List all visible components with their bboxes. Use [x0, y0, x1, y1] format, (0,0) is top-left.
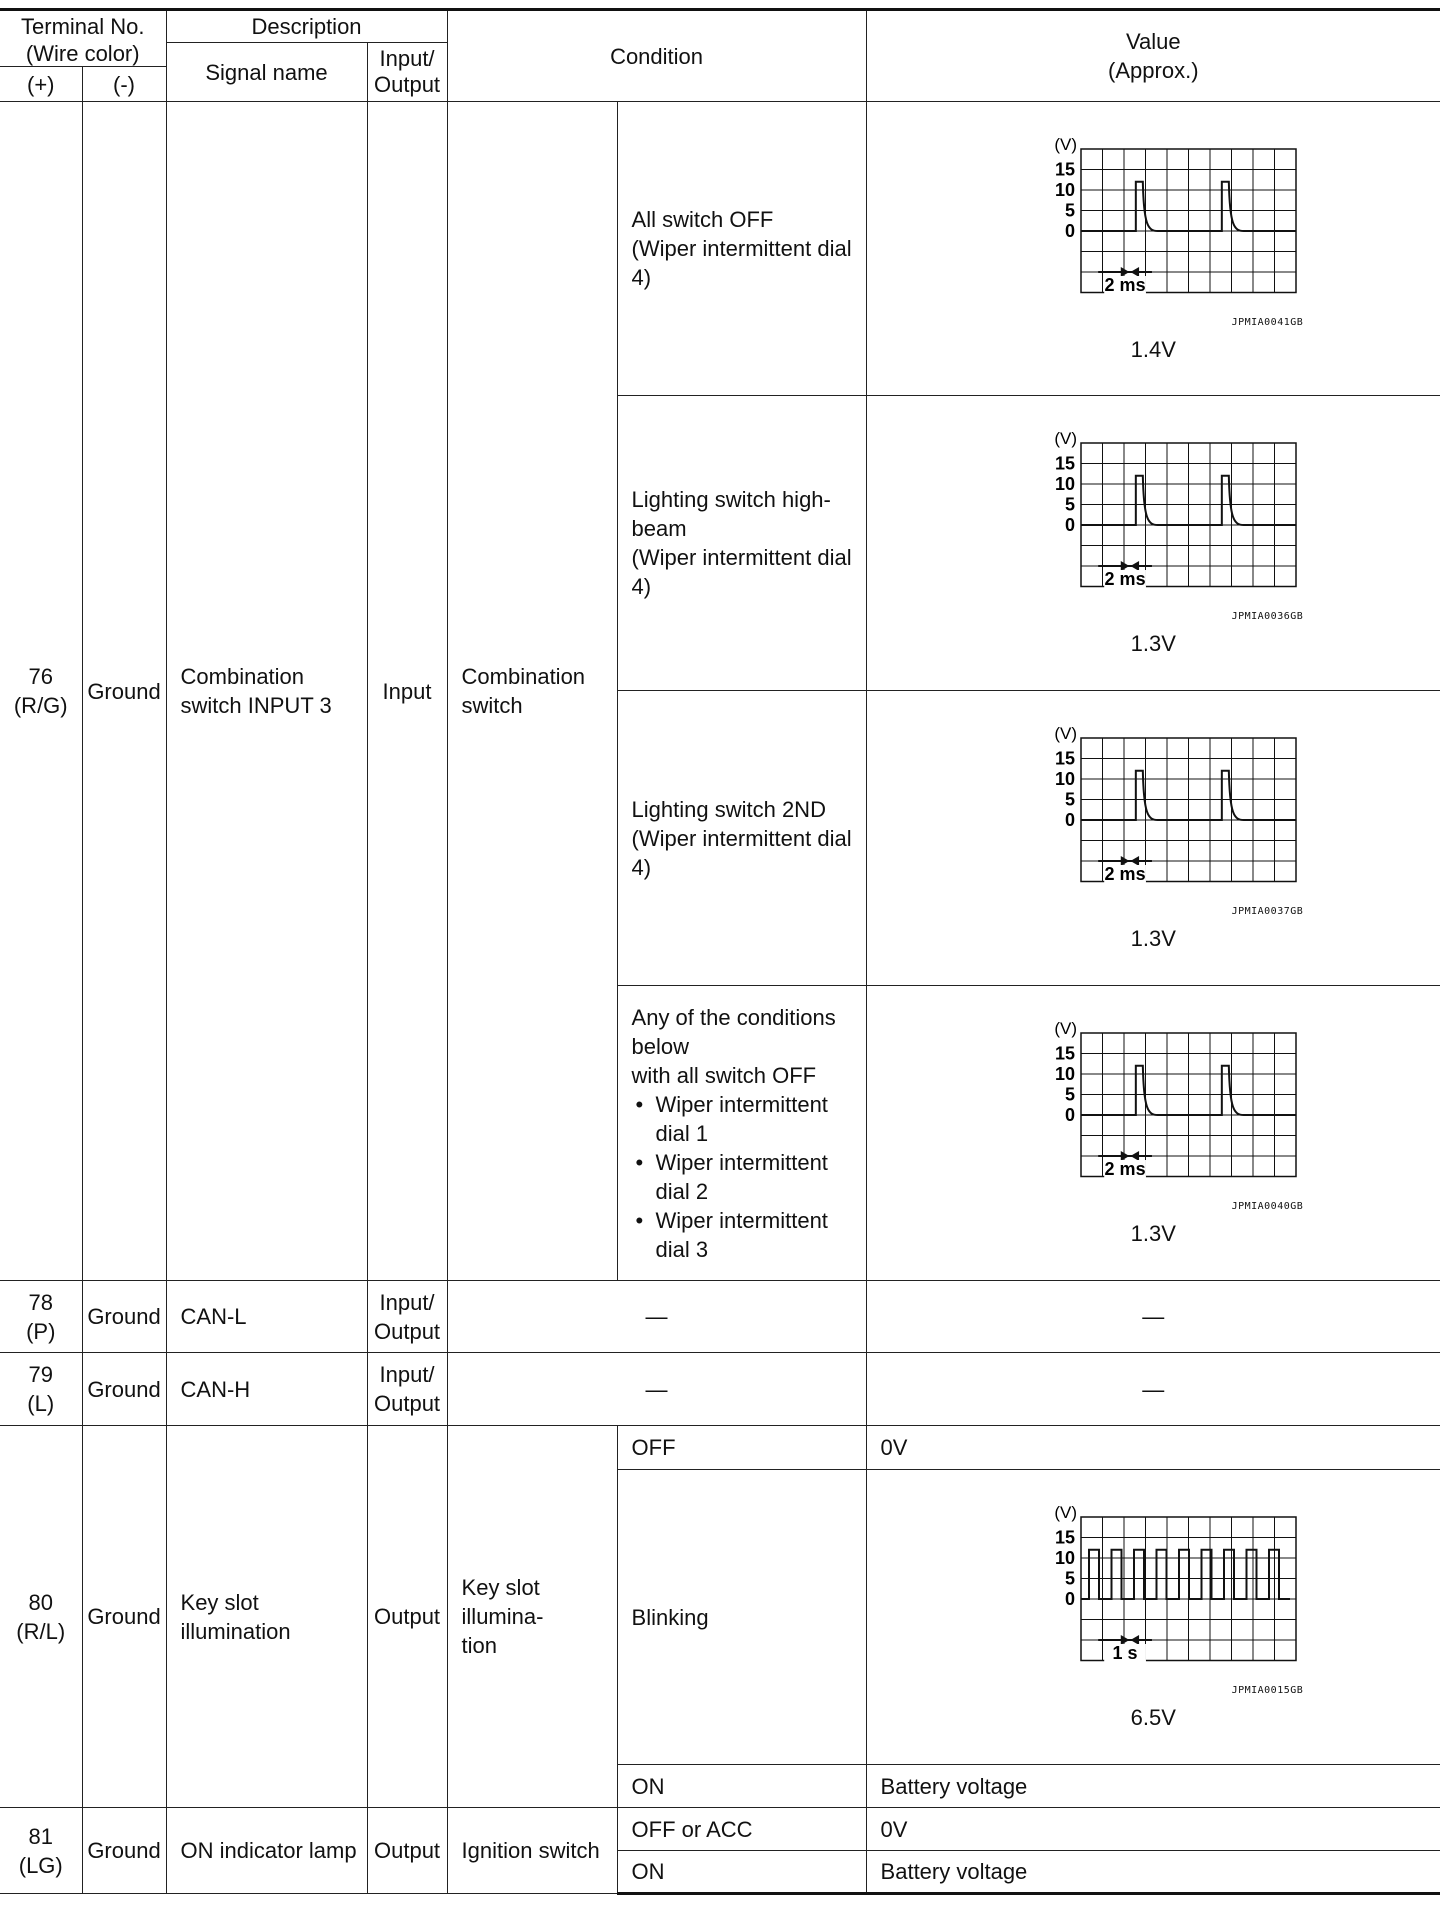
- signal-name-cell: CAN-L: [166, 1281, 367, 1353]
- condition-cell: [617, 396, 866, 691]
- axis-tick-label: 5: [1065, 1084, 1076, 1105]
- terminal-no-header: [0, 10, 166, 43]
- axis-unit-label: (V): [1054, 429, 1078, 448]
- axis-tick-label: 10: [1055, 1548, 1076, 1568]
- value-text: 1.3V: [1130, 1221, 1176, 1246]
- condition-header: Condition: [447, 10, 866, 102]
- value-cell: Battery voltage: [866, 1851, 1440, 1894]
- value-cell: —: [866, 1353, 1440, 1426]
- ground-cell: Ground: [82, 1808, 166, 1894]
- condition-cell: Blinking: [617, 1470, 866, 1765]
- value-cell: [866, 102, 1440, 396]
- figure-id: JPMIA0041GB: [1231, 316, 1304, 328]
- waveform-figure: [1003, 1497, 1303, 1737]
- condition-cell: ON: [617, 1765, 866, 1808]
- io-cell: Output: [367, 1426, 447, 1808]
- condition-cell: OFF: [617, 1426, 866, 1470]
- bullet-item: • Wiper intermittent dial 2: [632, 1148, 866, 1206]
- minus-header: (-): [82, 67, 166, 102]
- axis-tick-label: 5: [1065, 1568, 1076, 1589]
- axis-tick-label: 0: [1065, 810, 1076, 830]
- axis-tick-label: 15: [1055, 748, 1076, 769]
- condition-line: Any of the conditions below: [631, 1004, 836, 1059]
- input-output-header: Input/ Output: [367, 43, 447, 102]
- condition-line: Lighting switch high-beam: [631, 487, 831, 541]
- waveform-figure: [1003, 1013, 1303, 1253]
- terminal-no-label: Terminal No.: [21, 14, 145, 40]
- axis-tick-label: 0: [1065, 220, 1076, 241]
- value-cell: Battery voltage: [866, 1765, 1440, 1808]
- axis-tick-label: 15: [1055, 453, 1076, 474]
- condition-group-cell: Key slot illumina- tion: [447, 1426, 617, 1808]
- axis-unit-label: (V): [1054, 1019, 1078, 1038]
- waveform-graph: [1003, 1497, 1303, 1687]
- condition-cell: OFF or ACC: [617, 1808, 866, 1851]
- axis-unit-label: (V): [1054, 1503, 1078, 1522]
- axis-tick-label: 10: [1055, 474, 1076, 494]
- signal-trace: [1081, 1550, 1290, 1599]
- value-text: 1.3V: [1130, 631, 1176, 656]
- condition-line: All switch OFF: [631, 207, 774, 232]
- condition-group-cell: Ignition switch: [447, 1808, 617, 1894]
- axis-tick-label: 5: [1065, 200, 1076, 220]
- ground-cell: Ground: [82, 102, 166, 1281]
- time-scale-label: 1 s: [1112, 1643, 1138, 1663]
- figure-id: JPMIA0015GB: [1231, 1685, 1304, 1696]
- axis-tick-label: 10: [1055, 769, 1076, 789]
- condition-line: with all switch OFF: [631, 1062, 817, 1088]
- waveform-graph: [1003, 1013, 1303, 1203]
- waveform-figure: [1003, 718, 1303, 958]
- waveform-figure: [1003, 423, 1303, 663]
- condition-group-cell: Combination switch: [447, 102, 617, 1281]
- terminal-76: [0, 102, 82, 1281]
- axis-tick-label: 5: [1065, 789, 1076, 810]
- axis-unit-label: (V): [1054, 724, 1078, 743]
- value-text: 1.4V: [1130, 336, 1176, 362]
- value-cell: [866, 396, 1440, 691]
- condition-cell: ON: [617, 1851, 866, 1894]
- condition-line: (Wiper intermittent dial 4): [631, 545, 852, 599]
- terminal-spec-sheet: [0, 8, 1440, 1895]
- signal-name-cell: ON indicator lamp: [166, 1808, 367, 1894]
- axis-tick-label: 10: [1055, 1064, 1076, 1084]
- io-cell: Input: [367, 102, 447, 1281]
- figure-id: JPMIA0040GB: [1231, 1201, 1304, 1212]
- axis-tick-label: 15: [1055, 159, 1076, 179]
- value-text: 1.3V: [1130, 926, 1176, 951]
- table-row: [0, 1281, 1440, 1353]
- table-row: [0, 1808, 1440, 1851]
- waveform-graph: [1003, 129, 1303, 319]
- value-label: Value: [1125, 29, 1181, 54]
- wire-color: (L): [27, 1391, 55, 1416]
- condition-bullets: [632, 1090, 866, 1264]
- condition-line: (Wiper intermittent dial 4): [631, 236, 852, 290]
- value-text: 6.5V: [1130, 1705, 1176, 1730]
- wire-color: (P): [26, 1318, 56, 1344]
- wire-color: (R/L): [16, 1618, 66, 1644]
- figure-id: JPMIA0037GB: [1231, 906, 1304, 917]
- value-cell: 0V: [866, 1808, 1440, 1851]
- condition-cell: [617, 102, 866, 396]
- table-row: [0, 1353, 1440, 1426]
- axis-tick-label: 5: [1065, 494, 1076, 515]
- value-cell: 0V: [866, 1426, 1440, 1470]
- condition-cell: [617, 986, 866, 1281]
- terminal-80: [0, 1426, 82, 1808]
- wire-color-header: (Wire color): [0, 43, 166, 67]
- terminal-number: 79: [28, 1362, 53, 1387]
- signal-name-header: Signal name: [166, 43, 367, 102]
- time-scale-label: 2 ms: [1104, 864, 1146, 884]
- value-cell: [866, 1470, 1440, 1765]
- description-header: Description: [166, 10, 447, 43]
- terminal-78: [0, 1281, 82, 1353]
- ground-cell: Ground: [82, 1281, 166, 1353]
- condition-cell: [617, 691, 866, 986]
- signal-name-cell: Combination switch INPUT 3: [166, 102, 367, 1281]
- axis-tick-label: 0: [1065, 1589, 1076, 1609]
- ground-cell: Ground: [82, 1426, 166, 1808]
- condition-line: (Wiper intermittent dial 4): [631, 825, 852, 880]
- table-row: [0, 1426, 1440, 1470]
- terminal-number: 78: [28, 1289, 53, 1315]
- value-cell: —: [866, 1281, 1440, 1353]
- signal-name-cell: Key slot illumination: [166, 1426, 367, 1808]
- wire-color: (LG): [18, 1852, 63, 1878]
- value-header: [866, 10, 1440, 102]
- plus-header: (+): [0, 67, 82, 102]
- ground-cell: Ground: [82, 1353, 166, 1426]
- axis-tick-label: 10: [1055, 179, 1076, 200]
- axis-tick-label: 0: [1065, 1105, 1076, 1125]
- terminal-79: [0, 1353, 82, 1426]
- signal-name-cell: CAN-H: [166, 1353, 367, 1426]
- table-row: [0, 102, 1440, 396]
- axis-unit-label: (V): [1054, 134, 1078, 154]
- terminal-number: 81: [28, 1823, 53, 1849]
- figure-id: JPMIA0036GB: [1231, 611, 1304, 622]
- axis-tick-label: 15: [1055, 1043, 1076, 1064]
- waveform-graph: [1003, 718, 1303, 908]
- condition-line: Lighting switch 2ND: [631, 796, 826, 822]
- time-scale-label: 2 ms: [1104, 1159, 1146, 1179]
- condition-cell: —: [447, 1281, 866, 1353]
- axis-tick-label: 15: [1055, 1527, 1076, 1548]
- axis-tick-label: 0: [1065, 515, 1076, 535]
- approx-label: (Approx.): [1108, 58, 1199, 83]
- wire-color: (R/G): [13, 693, 68, 718]
- bullet-item: • Wiper intermittent dial 3: [632, 1206, 866, 1264]
- waveform-figure: [1003, 129, 1303, 369]
- terminal-number: 76: [28, 664, 53, 689]
- io-cell: Input/ Output: [367, 1281, 447, 1353]
- time-scale-label: 2 ms: [1104, 569, 1146, 589]
- terminal-81: [0, 1808, 82, 1894]
- condition-cell: —: [447, 1353, 866, 1426]
- value-cell: [866, 986, 1440, 1281]
- io-cell: Input/ Output: [367, 1353, 447, 1426]
- terminal-number: 80: [28, 1589, 53, 1615]
- terminal-table: [0, 8, 1440, 1895]
- time-scale-label: 2 ms: [1104, 274, 1146, 295]
- waveform-graph: [1003, 423, 1303, 613]
- bullet-item: • Wiper intermittent dial 1: [632, 1090, 866, 1148]
- io-cell: Output: [367, 1808, 447, 1894]
- value-cell: [866, 691, 1440, 986]
- header-row-1: [0, 10, 1440, 43]
